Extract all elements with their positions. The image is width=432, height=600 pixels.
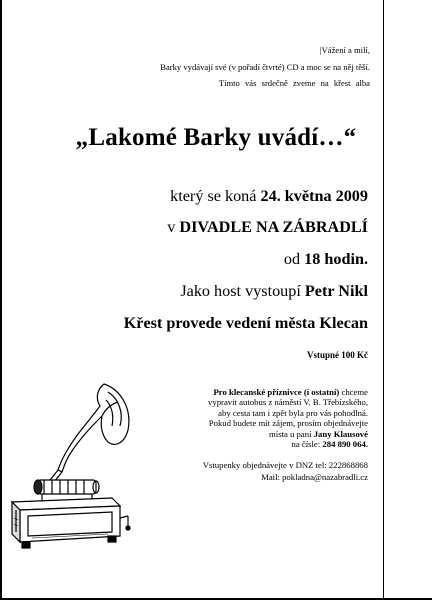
- ticket-mail-line: Mail: pokladna@nazabradli.cz: [261, 471, 368, 482]
- bus-line-1: [138, 387, 368, 397]
- event-christening-line: Křest provede vedení města Klecan: [123, 314, 368, 332]
- event-venue-line: [167, 218, 368, 237]
- bus-lead-bold: Pro klecanské příznivce (i ostatní): [213, 387, 340, 397]
- entry-fee: Vstupné 100 Kč: [306, 350, 368, 360]
- right-rule: [383, 0, 384, 598]
- bus-line-5: [138, 429, 368, 439]
- bus-lead-rest: chceme: [339, 387, 368, 397]
- event-date: 24. května 2009: [260, 187, 368, 205]
- bus-line-4: Pokud budete mít zájem, prosím objednávejte: [208, 418, 368, 429]
- intro-invite-line: Tímto vás srdečně zveme na křest alba: [218, 78, 370, 88]
- event-date-line: [170, 187, 368, 206]
- bus-line-3: aby cesta tam i zpět byla pro vás pohodlná.: [218, 407, 368, 418]
- bus-contact-name: Jany Klausové: [313, 428, 368, 439]
- event-guest-line: [180, 282, 368, 301]
- bus-contact-prefix: místa u paní: [269, 428, 314, 439]
- event-venue-prefix: v: [167, 218, 180, 236]
- event-time-line: [284, 250, 368, 269]
- event-time-prefix: od: [283, 250, 305, 268]
- ticket-phone-line: Vstupenky objednávejte v DNZ tel: 222868868: [202, 460, 368, 470]
- event-venue: DIVADLE NA ZÁBRADLÍ: [179, 218, 368, 236]
- event-title: „Lakomé Barky uvádí…“: [75, 124, 357, 151]
- bus-info: [138, 387, 368, 449]
- event-guest-prefix: Jako host vystoupí: [180, 282, 305, 300]
- ticket-info: [203, 460, 368, 483]
- intro-greeting: |Vážení a milí,: [319, 45, 370, 55]
- intro-cd-line: Barky vydávají své (v pořadí čtvrté) CD a moc se na něj těší.: [160, 61, 370, 72]
- intro-text: [30, 42, 370, 92]
- bus-phone: 284 890 064.: [322, 439, 368, 450]
- bus-phone-prefix: na čísle:: [291, 439, 323, 450]
- bus-line-2: vypravit autobus z náměstí V. B. Třebízského,: [208, 397, 368, 408]
- event-time: 18 hodin.: [304, 250, 368, 268]
- event-date-prefix: který se koná: [170, 187, 261, 205]
- gramophone-icon: [8, 378, 132, 556]
- event-guest: Petr Nikl: [304, 282, 368, 300]
- bus-phone-line: [138, 439, 368, 449]
